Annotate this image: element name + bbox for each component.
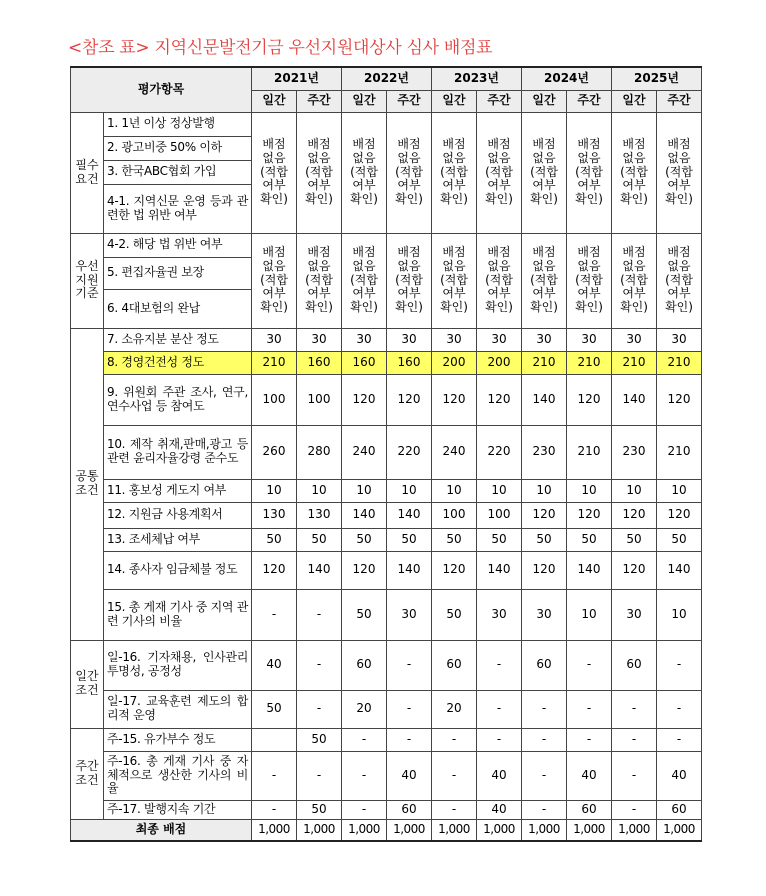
- criterion-label: 8. 경영건전성 정도: [104, 351, 252, 374]
- score-cell: 220: [477, 425, 522, 479]
- criterion-label: 7. 소유지분 분산 정도: [104, 328, 252, 351]
- merged-note: 배점 없음 (적합 여부 확인): [612, 233, 657, 328]
- score-cell: 10: [522, 479, 567, 502]
- year-header: 2024년: [522, 67, 612, 90]
- table-row: [71, 479, 702, 502]
- category-weekly: 주간조건: [71, 728, 104, 819]
- merged-note: 배점 없음 (적합 여부 확인): [387, 233, 432, 328]
- merged-note: 배점 없음 (적합 여부 확인): [297, 233, 342, 328]
- score-cell: -: [387, 728, 432, 751]
- score-cell: 10: [612, 479, 657, 502]
- score-cell: -: [477, 690, 522, 728]
- score-cell: 200: [432, 351, 477, 374]
- score-cell: 120: [567, 374, 612, 425]
- sub-header: 일간: [432, 90, 477, 112]
- total-cell: 1,000: [342, 819, 387, 841]
- total-cell: 1,000: [297, 819, 342, 841]
- criterion-label: 13. 조세체납 여부: [104, 528, 252, 551]
- table-row: [71, 640, 702, 690]
- score-cell: 120: [612, 551, 657, 589]
- merged-note: 배점 없음 (적합 여부 확인): [612, 112, 657, 233]
- score-cell: -: [522, 800, 567, 819]
- merged-note: 배점 없음 (적합 여부 확인): [657, 112, 702, 233]
- total-cell: 1,000: [477, 819, 522, 841]
- score-cell: 40: [567, 751, 612, 800]
- criterion-label: 15. 총 게재 기사 중 지역 관련 기사의 비율: [104, 589, 252, 640]
- criterion-label: 일-17. 교육훈련 제도의 합리적 운영: [104, 690, 252, 728]
- score-cell: 10: [567, 589, 612, 640]
- score-cell: 120: [522, 502, 567, 528]
- criterion-label: 14. 종사자 임금체불 정도: [104, 551, 252, 589]
- score-cell: 120: [657, 502, 702, 528]
- score-cell: 10: [567, 479, 612, 502]
- score-cell: 40: [252, 640, 297, 690]
- year-header: 2025년: [612, 67, 702, 90]
- score-cell: 100: [432, 502, 477, 528]
- merged-note: 배점 없음 (적합 여부 확인): [342, 233, 387, 328]
- score-cell: -: [477, 640, 522, 690]
- total-cell: 1,000: [432, 819, 477, 841]
- score-cell: 50: [522, 528, 567, 551]
- criterion-label: 5. 편집자율권 보장: [104, 257, 252, 289]
- category-common: 공통조건: [71, 328, 104, 640]
- score-cell: 10: [297, 479, 342, 502]
- score-cell: 50: [432, 589, 477, 640]
- score-cell: 140: [567, 551, 612, 589]
- score-cell: 60: [387, 800, 432, 819]
- score-cell: 30: [342, 328, 387, 351]
- highlighted-row: [71, 351, 702, 374]
- score-cell: 50: [432, 528, 477, 551]
- table-row: [71, 425, 702, 479]
- table-row: [71, 328, 702, 351]
- score-cell: 40: [387, 751, 432, 800]
- sub-header: 주간: [297, 90, 342, 112]
- table-row: [71, 112, 702, 136]
- criterion-label: 주-16. 총 게재 기사 중 자체적으로 생산한 기사의 비율: [104, 751, 252, 800]
- score-cell: 160: [342, 351, 387, 374]
- score-cell: -: [522, 751, 567, 800]
- score-cell: 130: [252, 502, 297, 528]
- merged-note: 배점 없음 (적합 여부 확인): [477, 112, 522, 233]
- year-header: 2023년: [432, 67, 522, 90]
- sub-header: 주간: [387, 90, 432, 112]
- merged-note: 배점 없음 (적합 여부 확인): [252, 233, 297, 328]
- score-cell: 140: [477, 551, 522, 589]
- score-cell: 210: [252, 351, 297, 374]
- total-cell: 1,000: [657, 819, 702, 841]
- score-cell: 210: [657, 351, 702, 374]
- merged-note: 배점 없음 (적합 여부 확인): [657, 233, 702, 328]
- score-cell: 140: [342, 502, 387, 528]
- score-cell: -: [612, 690, 657, 728]
- score-cell: 30: [387, 589, 432, 640]
- score-cell: 50: [387, 528, 432, 551]
- criterion-label: 주-15. 유가부수 정도: [104, 728, 252, 751]
- score-cell: 50: [657, 528, 702, 551]
- score-cell: 260: [252, 425, 297, 479]
- score-cell: 50: [252, 528, 297, 551]
- score-cell: 60: [657, 800, 702, 819]
- total-cell: 1,000: [252, 819, 297, 841]
- category-daily: 일간조건: [71, 640, 104, 728]
- merged-note: 배점 없음 (적합 여부 확인): [432, 112, 477, 233]
- score-cell: 60: [567, 800, 612, 819]
- score-cell: 140: [387, 551, 432, 589]
- table-row: [71, 728, 702, 751]
- score-cell: 120: [477, 374, 522, 425]
- table-row: [71, 233, 702, 257]
- criterion-label: 10. 제작 취재,판매,광고 등 관련 윤리자율강령 준수도: [104, 425, 252, 479]
- score-cell: 30: [567, 328, 612, 351]
- score-cell: -: [387, 690, 432, 728]
- criterion-label: 6. 4대보험의 완납: [104, 289, 252, 328]
- score-cell: 160: [297, 351, 342, 374]
- score-cell: 140: [657, 551, 702, 589]
- merged-note: 배점 없음 (적합 여부 확인): [387, 112, 432, 233]
- year-header: 2021년: [252, 67, 342, 90]
- merged-note: 배점 없음 (적합 여부 확인): [567, 233, 612, 328]
- score-cell: 30: [432, 328, 477, 351]
- score-cell: 30: [477, 589, 522, 640]
- merged-note: 배점 없음 (적합 여부 확인): [477, 233, 522, 328]
- score-cell: 50: [567, 528, 612, 551]
- table-row: [71, 800, 702, 819]
- score-cell: 50: [252, 690, 297, 728]
- score-cell: 140: [522, 374, 567, 425]
- merged-note: 배점 없음 (적합 여부 확인): [342, 112, 387, 233]
- score-cell: -: [612, 800, 657, 819]
- score-cell: 50: [297, 728, 342, 751]
- item-header: 평가항목: [71, 67, 252, 112]
- score-cell: 240: [432, 425, 477, 479]
- total-row: [71, 819, 702, 841]
- page-title: <참조 표> 지역신문발전기금 우선지원대상사 심사 배점표: [68, 38, 493, 58]
- score-cell: -: [297, 690, 342, 728]
- score-cell: -: [657, 728, 702, 751]
- score-cell: -: [522, 728, 567, 751]
- criterion-label: 4-1. 지역신문 운영 등과 관련한 법 위반 여부: [104, 184, 252, 233]
- score-cell: 140: [612, 374, 657, 425]
- score-cell: 120: [657, 374, 702, 425]
- score-cell: 40: [477, 800, 522, 819]
- score-cell: -: [342, 728, 387, 751]
- score-cell: -: [612, 728, 657, 751]
- year-header: 2022년: [342, 67, 432, 90]
- score-cell: 60: [432, 640, 477, 690]
- score-cell: 100: [297, 374, 342, 425]
- score-cell: 210: [567, 351, 612, 374]
- score-cell: 120: [612, 502, 657, 528]
- table-row: [71, 551, 702, 589]
- sub-header: 일간: [522, 90, 567, 112]
- merged-note: 배점 없음 (적합 여부 확인): [432, 233, 477, 328]
- score-cell: 30: [477, 328, 522, 351]
- score-cell: 200: [477, 351, 522, 374]
- score-cell: 100: [477, 502, 522, 528]
- score-cell: 160: [387, 351, 432, 374]
- criterion-label: 3. 한국ABC협회 가입: [104, 160, 252, 184]
- merged-note: 배점 없음 (적합 여부 확인): [297, 112, 342, 233]
- score-cell: 50: [297, 528, 342, 551]
- score-cell: 30: [612, 589, 657, 640]
- score-cell: [252, 728, 297, 751]
- criterion-label: 12. 지원금 사용계획서: [104, 502, 252, 528]
- score-cell: -: [522, 690, 567, 728]
- score-cell: -: [342, 800, 387, 819]
- score-cell: 280: [297, 425, 342, 479]
- score-cell: -: [342, 751, 387, 800]
- score-cell: -: [432, 800, 477, 819]
- score-cell: 10: [432, 479, 477, 502]
- score-cell: 20: [342, 690, 387, 728]
- criterion-label: 4-2. 해당 법 위반 여부: [104, 233, 252, 257]
- score-cell: 50: [297, 800, 342, 819]
- score-cell: 10: [387, 479, 432, 502]
- score-cell: 120: [342, 374, 387, 425]
- score-cell: 240: [342, 425, 387, 479]
- score-cell: 20: [432, 690, 477, 728]
- table-row: [71, 589, 702, 640]
- score-cell: 120: [342, 551, 387, 589]
- score-cell: 30: [522, 328, 567, 351]
- score-cell: 120: [432, 551, 477, 589]
- merged-note: 배점 없음 (적합 여부 확인): [522, 112, 567, 233]
- score-cell: 210: [612, 351, 657, 374]
- sub-header: 주간: [567, 90, 612, 112]
- criterion-label: 2. 광고비중 50% 이하: [104, 136, 252, 160]
- score-cell: -: [252, 589, 297, 640]
- table-row: [71, 502, 702, 528]
- total-label: 최종 배점: [71, 819, 252, 841]
- score-cell: 210: [522, 351, 567, 374]
- score-cell: -: [387, 640, 432, 690]
- table-row: [71, 751, 702, 800]
- total-cell: 1,000: [522, 819, 567, 841]
- score-cell: 100: [252, 374, 297, 425]
- score-cell: 120: [252, 551, 297, 589]
- criterion-label: 9. 위원회 주관 조사, 연구, 연수사업 등 참여도: [104, 374, 252, 425]
- score-cell: 40: [477, 751, 522, 800]
- score-cell: 10: [657, 589, 702, 640]
- sub-header: 일간: [252, 90, 297, 112]
- score-cell: -: [297, 589, 342, 640]
- score-cell: 230: [612, 425, 657, 479]
- score-cell: 140: [387, 502, 432, 528]
- sub-header: 주간: [657, 90, 702, 112]
- score-cell: 130: [297, 502, 342, 528]
- score-cell: 50: [342, 528, 387, 551]
- score-cell: 140: [297, 551, 342, 589]
- score-cell: 50: [612, 528, 657, 551]
- score-cell: 30: [297, 328, 342, 351]
- score-cell: 10: [252, 479, 297, 502]
- table-row: [71, 374, 702, 425]
- score-cell: -: [657, 640, 702, 690]
- score-cell: -: [477, 728, 522, 751]
- score-cell: 50: [342, 589, 387, 640]
- score-cell: 10: [342, 479, 387, 502]
- score-cell: 120: [567, 502, 612, 528]
- total-cell: 1,000: [567, 819, 612, 841]
- score-cell: 30: [522, 589, 567, 640]
- category-required: 필수요건: [71, 112, 104, 233]
- score-cell: 30: [612, 328, 657, 351]
- score-cell: 120: [522, 551, 567, 589]
- score-cell: 30: [387, 328, 432, 351]
- score-cell: -: [612, 751, 657, 800]
- score-cell: -: [432, 728, 477, 751]
- sub-header: 일간: [612, 90, 657, 112]
- score-cell: 120: [387, 374, 432, 425]
- score-cell: 230: [522, 425, 567, 479]
- criterion-label: 11. 홍보성 게도지 여부: [104, 479, 252, 502]
- merged-note: 배점 없음 (적합 여부 확인): [522, 233, 567, 328]
- score-cell: 50: [477, 528, 522, 551]
- score-cell: -: [567, 640, 612, 690]
- table-row: [71, 528, 702, 551]
- score-cell: 60: [612, 640, 657, 690]
- merged-note: 배점 없음 (적합 여부 확인): [567, 112, 612, 233]
- score-cell: 60: [522, 640, 567, 690]
- score-cell: 220: [387, 425, 432, 479]
- score-cell: 30: [657, 328, 702, 351]
- score-cell: 40: [657, 751, 702, 800]
- score-cell: 60: [342, 640, 387, 690]
- merged-note: 배점 없음 (적합 여부 확인): [252, 112, 297, 233]
- score-cell: -: [252, 800, 297, 819]
- year-header-row: [71, 67, 702, 90]
- score-cell: -: [297, 751, 342, 800]
- total-cell: 1,000: [612, 819, 657, 841]
- table-row: [71, 690, 702, 728]
- score-cell: -: [567, 728, 612, 751]
- score-cell: 120: [432, 374, 477, 425]
- score-cell: 210: [567, 425, 612, 479]
- score-cell: 30: [252, 328, 297, 351]
- score-cell: -: [432, 751, 477, 800]
- score-cell: -: [567, 690, 612, 728]
- criterion-label: 주-17. 발행지속 기간: [104, 800, 252, 819]
- criterion-label: 1. 1년 이상 정상발행: [104, 112, 252, 136]
- category-priority: 우선지원기준: [71, 233, 104, 328]
- sub-header: 주간: [477, 90, 522, 112]
- score-cell: -: [297, 640, 342, 690]
- score-cell: -: [252, 751, 297, 800]
- sub-header: 일간: [342, 90, 387, 112]
- score-cell: 10: [657, 479, 702, 502]
- criterion-label: 일-16. 기자채용, 인사관리 투명성, 공정성: [104, 640, 252, 690]
- score-cell: -: [657, 690, 702, 728]
- score-cell: 210: [657, 425, 702, 479]
- score-cell: 10: [477, 479, 522, 502]
- total-cell: 1,000: [387, 819, 432, 841]
- score-table: [70, 66, 702, 842]
